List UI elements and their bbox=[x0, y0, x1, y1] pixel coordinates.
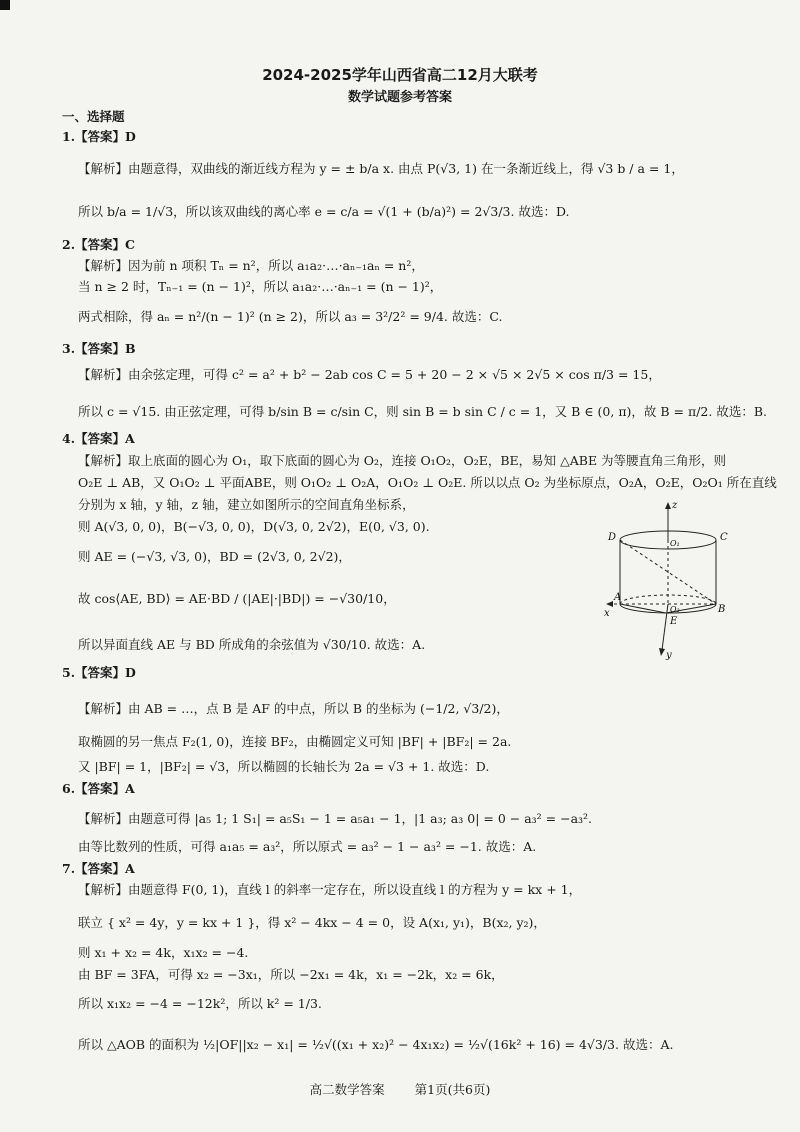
q7-answer: 7.【答案】A bbox=[62, 861, 135, 876]
q2-line1: 【解析】因为前 n 项积 Tₙ = n²，所以 a₁a₂·…·aₙ₋₁aₙ = n²， bbox=[78, 258, 424, 273]
fig-label-x: x bbox=[604, 608, 610, 619]
page-subtitle: 数学试题参考答案 bbox=[347, 90, 452, 105]
q4-line7: 所以异面直线 AE 与 BD 所成角的余弦值为 √30/10. 故选：A. bbox=[78, 637, 426, 652]
cylinder-figure bbox=[604, 500, 738, 660]
q7-line2: 联立 { x² = 4y，y = kx + 1 }，得 x² − 4kx − 4 = 0，设 A(x₁, y₁)，B(x₂, y₂)， bbox=[78, 915, 546, 930]
q5-answer: 5.【答案】D bbox=[62, 665, 136, 680]
fig-label-b: B bbox=[718, 604, 726, 615]
q2-line2: 当 n ≥ 2 时，Tₙ₋₁ = (n − 1)²，所以 a₁a₂·…·aₙ₋₁ = (n − 1)²， bbox=[78, 279, 443, 294]
q7-line4: 由 BF = 3FA，可得 x₂ = −3x₁，所以 −2x₁ = 4k，x₁ = −2k，x₂ = 6k， bbox=[78, 967, 504, 982]
fig-label-o2: O₂ bbox=[670, 605, 680, 614]
page-title: 2024-2025学年山西省高二12月大联考 bbox=[262, 66, 538, 84]
q1-line2: 所以 b/a = 1/√3，所以该双曲线的离心率 e = c/a = √(1 + (b/a)²) = 2√3/3. 故选：D. bbox=[78, 204, 570, 219]
q1-line1: 【解析】由题意得，双曲线的渐近线方程为 y = ± b/a x. 由点 P(√3, 1) 在一条渐近线上，得 √3 b / a = 1， bbox=[78, 161, 684, 176]
q5-line3: 又 |BF| = 1，|BF₂| = √3，所以椭圆的长轴长为 2a = √3 + 1. 故选：D. bbox=[78, 759, 490, 774]
q4-line5: 则 AE = (−√3, √3, 0)，BD = (2√3, 0, 2√2)， bbox=[78, 549, 351, 564]
q6-answer: 6.【答案】A bbox=[62, 781, 135, 796]
page-footer bbox=[0, 1080, 800, 1098]
q5-line2: 取椭圆的另一焦点 F₂(1, 0)，连接 BF₂，由椭圆定义可知 |BF| + |BF₂| = 2a. bbox=[78, 734, 512, 749]
q3-line1: 【解析】由余弦定理，可得 c² = a² + b² − 2ab cos C = 5 + 20 − 2 × √5 × 2√5 × cos π/3 = 15， bbox=[78, 367, 661, 382]
q6-line2: 由等比数列的性质，可得 a₁a₅ = a₃²，所以原式 = a₃² − 1 − a₃² = −1. 故选：A. bbox=[78, 839, 537, 854]
fig-label-c: C bbox=[720, 532, 728, 543]
z-arrow-icon bbox=[665, 502, 671, 509]
q7-line5: 所以 x₁x₂ = −4 = −12k²，所以 k² = 1/3. bbox=[78, 996, 322, 1011]
footer-page-number: 第1页(共6页) bbox=[414, 1082, 491, 1097]
q7-line3: 则 x₁ + x₂ = 4k，x₁x₂ = −4. bbox=[78, 945, 249, 960]
q1-answer: 1.【答案】D bbox=[62, 129, 136, 144]
fig-label-y: y bbox=[666, 650, 672, 660]
q4-line4: 则 A(√3, 0, 0)，B(−√3, 0, 0)，D(√3, 0, 2√2)，E(0, √3, 0). bbox=[78, 519, 430, 534]
x-arrow-icon bbox=[606, 601, 613, 607]
q4-line3: 分别为 x 轴，y 轴，z 轴，建立如图所示的空间直角坐标系， bbox=[78, 497, 415, 512]
q3-answer: 3.【答案】B bbox=[62, 341, 136, 356]
q2-answer: 2.【答案】C bbox=[62, 237, 135, 252]
fig-label-a: A bbox=[614, 592, 622, 603]
fig-label-z: z bbox=[672, 500, 678, 511]
q4-line1: 【解析】取上底面的圆心为 O₁，取下底面的圆心为 O₂，连接 O₁O₂，O₂E，BE，易知 △ABE 为等腰直角三角形，则 bbox=[78, 453, 727, 468]
q7-line6: 所以 △AOB 的面积为 ½|OF||x₂ − x₁| = ½√((x₁ + x₂)² − 4x₁x₂) = ½√(16k² + 16) = 4√3/3. 故选：A. bbox=[78, 1037, 674, 1052]
q5-line1: 【解析】由 AB = …，点 B 是 AF 的中点，所以 B 的坐标为 (−1/2, √3/2)， bbox=[78, 701, 509, 716]
y-arrow-icon bbox=[659, 648, 665, 656]
section-heading: 一、选择题 bbox=[62, 109, 125, 124]
fig-label-o1: O₁ bbox=[670, 539, 680, 548]
q4-line2: O₂E ⊥ AB，又 O₁O₂ ⊥ 平面ABE，则 O₁O₂ ⊥ O₂A，O₁O₂ ⊥ O₂E. 所以以点 O₂ 为坐标原点，O₂A，O₂E，O₂O₁ 所在直线 bbox=[78, 475, 777, 490]
q6-line1: 【解析】由题意可得 |a₅ 1; 1 S₁| = a₅S₁ − 1 = a₅a₁ − 1，|1 a₃; a₃ 0| = 0 − a₃² = −a₃². bbox=[78, 811, 593, 826]
footer-subject: 高二数学答案 bbox=[309, 1082, 385, 1097]
q4-answer: 4.【答案】A bbox=[62, 431, 135, 446]
y-axis bbox=[662, 604, 668, 650]
fig-label-e: E bbox=[670, 616, 678, 627]
q3-line2: 所以 c = √15. 由正弦定理，可得 b/sin B = c/sin C，则 sin B = b sin C / c = 1，又 B ∈ (0, π)，故 B = π/2. 故选：B. bbox=[78, 404, 767, 419]
fig-label-d: D bbox=[608, 532, 617, 543]
q2-line3: 两式相除，得 aₙ = n²/(n − 1)² (n ≥ 2)，所以 a₃ = 3²/2² = 9/4. 故选：C. bbox=[78, 309, 503, 324]
q7-line1: 【解析】由题意得 F(0, 1)，直线 l 的斜率一定存在，所以设直线 l 的方程为 y = kx + 1， bbox=[78, 882, 582, 897]
q4-line6: 故 cos⟨AE, BD⟩ = AE·BD / (|AE|·|BD|) = −√30/10， bbox=[78, 591, 396, 606]
